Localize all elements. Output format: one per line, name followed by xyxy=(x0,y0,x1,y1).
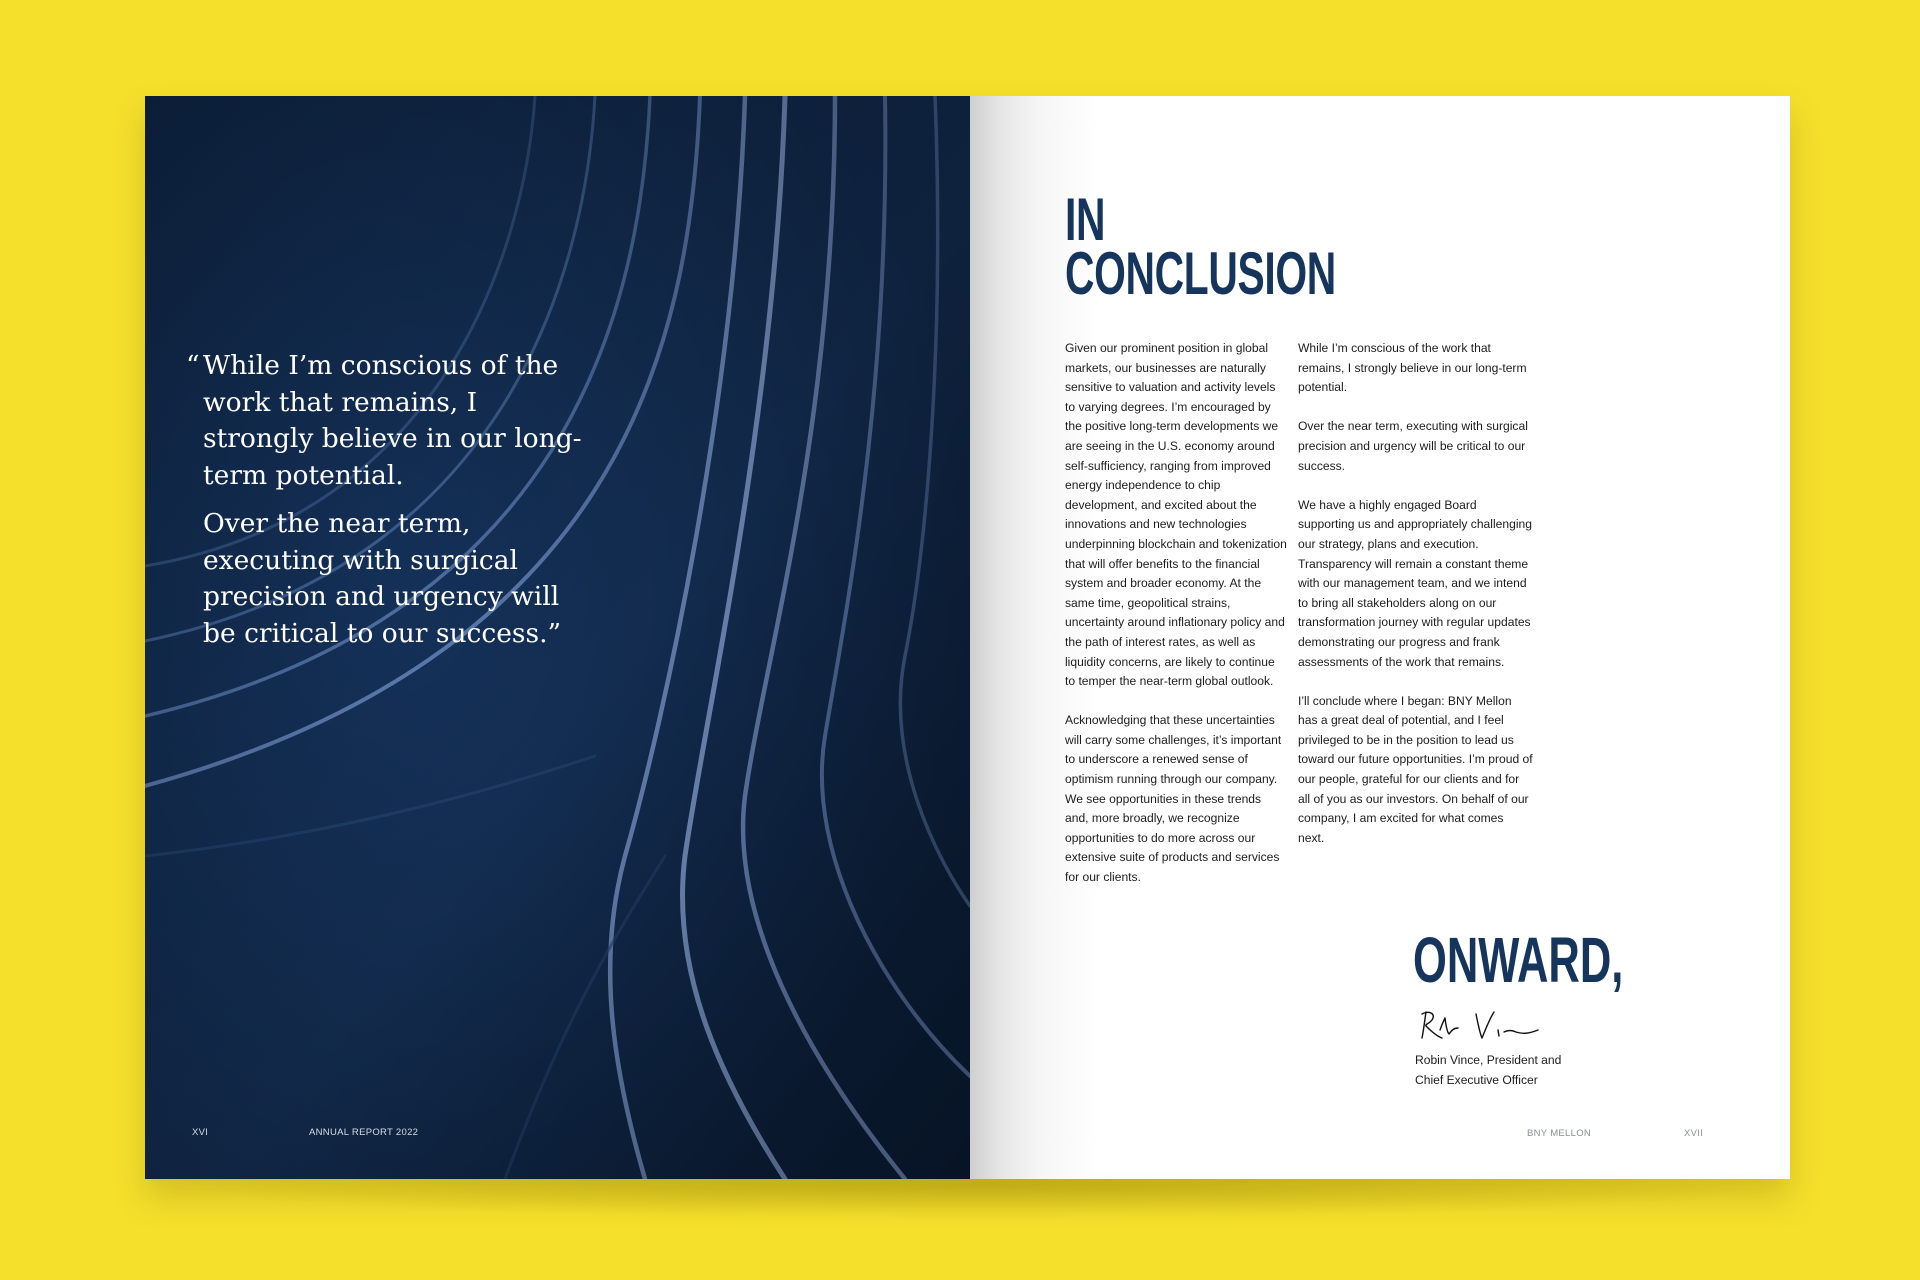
pull-quote xyxy=(186,348,590,664)
heading-line-1: IN xyxy=(1065,186,1106,253)
closing-word: ONWARD, xyxy=(1413,924,1624,996)
column-2-paragraph: Over the near term, executing with surgical precision and urgency will be critical to our success. xyxy=(1298,419,1528,473)
left-page-number: XVI xyxy=(192,1127,209,1138)
quote-text-2: Over the near term, executing with surgical precision and urgency will be critical to our success.” xyxy=(203,508,562,649)
right-page xyxy=(970,96,1790,1179)
right-page-number: XVII xyxy=(1684,1128,1704,1139)
open-quote-mark: “ xyxy=(186,350,200,381)
quote-text-1: While I’m conscious of the work that remains, I strongly believe in our long-term potential. xyxy=(203,350,582,491)
left-page xyxy=(145,96,970,1179)
signer-caption xyxy=(1415,1051,1615,1090)
heading-line-2: CONCLUSION xyxy=(1065,240,1336,307)
left-running-footer: ANNUAL REPORT 2022 xyxy=(309,1127,419,1138)
column-1-paragraph: Given our prominent position in global markets, our businesses are naturally sensitive to valuation and activity levels to varying degrees. I’m encouraged by the positive long-term developments we are seeing in the U.S. economy around self-sufficiency, ranging from improved energy independence to chip development, and excited about the innovations and new technologies underpinning blockchain and tokenization that will offer benefits to the financial system and broader economy. At the same time, geopolitical strains, uncertainty around inflationary policy and the path of interest rates, as well as liquidity concerns, are likely to continue to temper the near-term global outlook. xyxy=(1065,341,1287,689)
signer-name-title: Robin Vince, President and xyxy=(1415,1053,1562,1067)
column-2-paragraph: While I’m conscious of the work that remains, I strongly believe in our long-term potential. xyxy=(1298,341,1527,395)
right-running-footer: BNY MELLON xyxy=(1527,1128,1592,1139)
body-column-1 xyxy=(1065,339,1287,907)
quote-paragraph-2 xyxy=(190,506,590,652)
column-2-paragraph: We have a highly engaged Board supporting us and appropriately challenging our strategy, plans and execution. Transparency will remain a constant theme with our management team, and we intend to bring all stakeholders along on our transformation journey with regular updates demonstrating our progress and frank assessments of the work that remains. xyxy=(1298,497,1532,669)
signature-image xyxy=(1416,1008,1546,1048)
column-2-paragraph: I’ll conclude where I began: BNY Mellon has a great deal of potential, and I feel privileged to be in the position to lead us toward our future opportunities. I’m proud of our people, grateful for our clients and for all of you as our investors. On behalf of our company, I am excited for what comes next. xyxy=(1298,693,1533,845)
section-heading xyxy=(1065,186,1336,307)
column-1-paragraph: Acknowledging that these uncertainties will carry some challenges, it’s important to underscore a renewed sense of optimism running through our company. We see opportunities in these trends and, more broadly, we recognize opportunities to do more across our extensive suite of products and services for our clients. xyxy=(1065,713,1282,885)
body-column-2 xyxy=(1298,339,1533,868)
report-spread xyxy=(145,96,1790,1179)
quote-paragraph-1 xyxy=(186,348,590,494)
signer-role: Chief Executive Officer xyxy=(1415,1072,1538,1087)
